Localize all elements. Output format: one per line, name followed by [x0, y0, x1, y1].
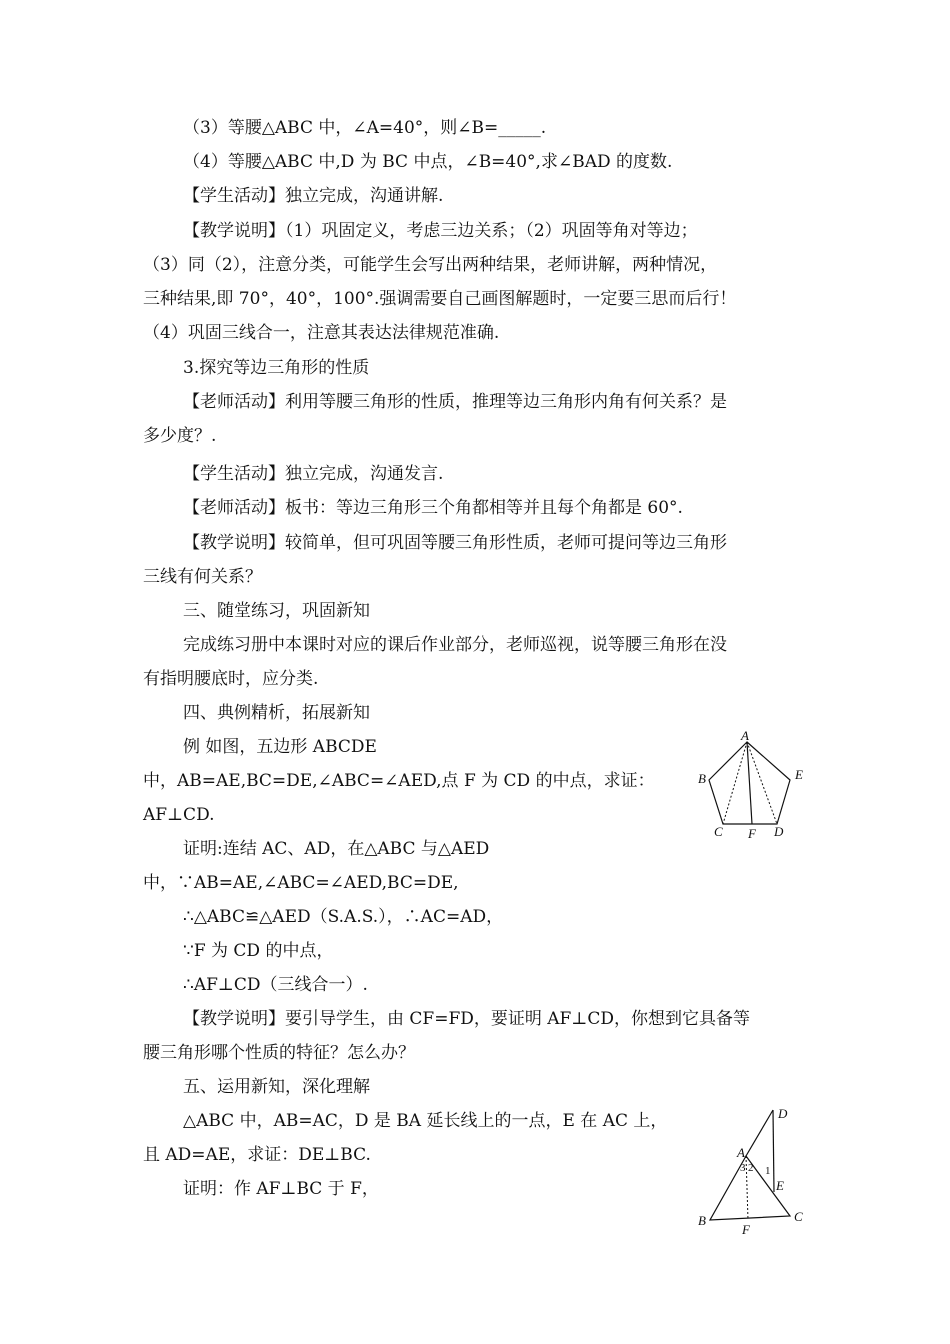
- text-line: 【教学说明】要引导学生，由 CF=FD，要证明 AF⊥CD，你想到它具备等: [183, 1009, 750, 1029]
- text-line: 【学生活动】独立完成，沟通发言.: [183, 464, 444, 484]
- label-B: B: [698, 771, 706, 786]
- text-line: （3）同（2），注意分类，可能学生会写出两种结果，老师讲解，两种情况，: [143, 255, 718, 275]
- pentagon-figure: [690, 728, 820, 843]
- text-line: 多少度？.: [143, 426, 217, 446]
- text-line: 【老师活动】板书：等边三角形三个角都相等并且每个角都是 60°.: [183, 498, 683, 518]
- section-heading: 五、运用新知，深化理解: [183, 1077, 370, 1097]
- label-F: F: [748, 826, 756, 841]
- text-line: 证明:连结 AC、AD，在△ABC 与△AED: [183, 839, 490, 859]
- section-heading: 三、随堂练习，巩固新知: [183, 601, 370, 621]
- text-line: 三种结果,即 70°，40°，100°.强调需要自己画图解题时，一定要三思而后行！: [143, 289, 737, 309]
- text-line: AF⊥CD.: [143, 805, 215, 825]
- text-line: △ABC 中，AB=AC，D 是 BA 延长线上的一点，E 在 AC 上，: [183, 1111, 668, 1131]
- section-heading: 四、典例精析，拓展新知: [183, 703, 370, 723]
- text-line: 有指明腰底时，应分类.: [143, 669, 319, 689]
- text-line: 例 如图，五边形 ABCDE: [183, 737, 377, 757]
- text-line: 腰三角形哪个性质的特征？怎么办？: [143, 1043, 415, 1063]
- text-line: 完成练习册中本课时对应的课后作业部分，老师巡视，说等腰三角形在没: [183, 635, 727, 655]
- text-line: ∵F 为 CD 的中点，: [183, 941, 334, 961]
- label-D: D: [778, 1106, 788, 1121]
- label-angle-2: 2: [748, 1162, 754, 1174]
- text-line: 【老师活动】利用等腰三角形的性质，推理等边三角形内角有何关系？是: [183, 392, 727, 412]
- text-line: 【教学说明】（1）巩固定义，考虑三边关系；（2）巩固等角对等边；: [183, 221, 698, 241]
- label-C: C: [714, 824, 723, 839]
- label-C: C: [794, 1209, 803, 1224]
- label-D: D: [774, 824, 784, 839]
- label-A: A: [741, 728, 749, 743]
- text-line: ∴△ABC≌△AED（S.A.S.），∴AC=AD，: [183, 907, 504, 927]
- text-line: 【教学说明】较简单，但可巩固等腰三角形性质，老师可提问等边三角形: [183, 533, 727, 553]
- section-heading: 3.探究等边三角形的性质: [183, 358, 370, 378]
- text-line: 【学生活动】独立完成，沟通讲解.: [183, 186, 444, 206]
- label-angle-1: 1: [765, 1165, 771, 1177]
- label-E: E: [776, 1178, 784, 1193]
- label-F: F: [742, 1222, 750, 1237]
- text-line: （4）巩固三线合一，注意其表达法律规范准确.: [143, 323, 500, 343]
- label-E: E: [795, 767, 803, 782]
- text-line: 证明：作 AF⊥BC 于 F，: [183, 1179, 379, 1199]
- text-line: ∴AF⊥CD（三线合一）.: [183, 975, 368, 995]
- text-line: （3）等腰△ABC 中，∠A=40°，则∠B=_____.: [183, 118, 547, 138]
- triangle-figure: [690, 1100, 820, 1240]
- label-angle-3: 3: [740, 1162, 746, 1174]
- text-line: （4）等腰△ABC 中,D 为 BC 中点，∠B=40°,求∠BAD 的度数.: [183, 152, 673, 172]
- label-A: A: [737, 1145, 745, 1160]
- text-line: 且 AD=AE，求证：DE⊥BC.: [143, 1145, 371, 1165]
- text-line: 三线有何关系？: [143, 567, 262, 587]
- text-line: 中，AB=AE,BC=DE,∠ABC=∠AED,点 F 为 CD 的中点，求证：: [143, 771, 655, 791]
- label-B: B: [698, 1213, 706, 1228]
- text-line: 中，∵AB=AE,∠ABC=∠AED,BC=DE,: [143, 873, 459, 893]
